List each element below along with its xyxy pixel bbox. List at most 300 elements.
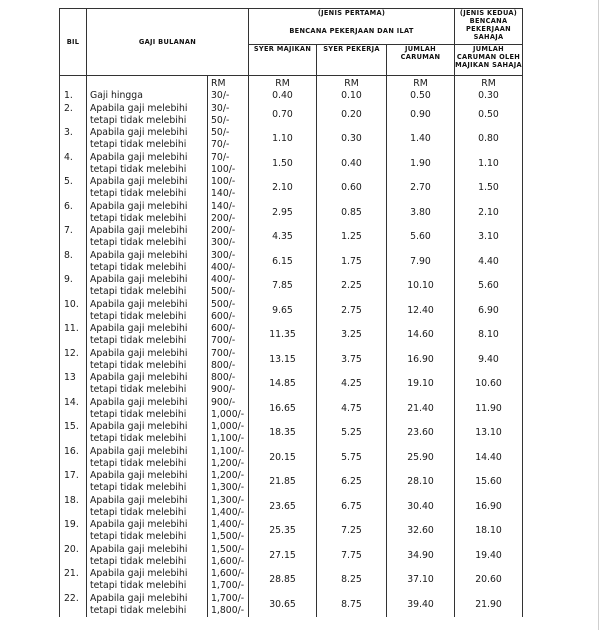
contribution-value: 1.25 [341, 231, 362, 243]
header-jumlah-majikan-l1: JUMLAH [473, 45, 504, 53]
contribution-value: 10.60 [475, 378, 502, 390]
employer-share-cell [249, 127, 317, 152]
row-number: 10. [64, 298, 79, 310]
salary-condition-line1: Apabila gaji melebihi [90, 176, 188, 187]
row-number: 2. [64, 102, 73, 114]
employer-share-cell [249, 76, 317, 103]
contribution-value: 8.10 [478, 329, 499, 341]
total-contribution-cell [387, 250, 455, 275]
employer-share-cell [249, 593, 317, 618]
bil-cell [60, 544, 87, 569]
contribution-value: 37.10 [407, 574, 434, 586]
salary-amount-from: 1,000/- [211, 421, 245, 432]
employer-only-contribution-cell [455, 568, 523, 593]
employee-share-cell [317, 470, 387, 495]
salary-amount-to: 1,400/- [211, 506, 245, 518]
salary-description-cell [87, 544, 208, 569]
employee-share-cell [317, 103, 387, 128]
contribution-value: 21.90 [475, 598, 502, 610]
total-contribution-cell [387, 397, 455, 422]
salary-condition-line2: tetapi tidak melebihi [90, 457, 187, 469]
total-contribution-cell [387, 176, 455, 201]
salary-amount-cell [208, 372, 249, 397]
salary-amount-cell [208, 274, 249, 299]
employee-share-cell [317, 348, 387, 373]
salary-amount-from: 140/- [211, 200, 236, 212]
salary-description-cell [87, 76, 208, 103]
bil-cell [60, 274, 87, 299]
total-contribution-cell [387, 446, 455, 471]
contribution-value: 32.60 [407, 525, 434, 537]
contribution-value: 34.90 [407, 549, 434, 561]
table-row [60, 593, 523, 618]
contribution-value: 0.90 [410, 108, 431, 120]
employee-share-cell [317, 446, 387, 471]
employer-only-contribution-cell [455, 470, 523, 495]
employer-share-cell [249, 323, 317, 348]
total-contribution-cell [387, 274, 455, 299]
contribution-value: 0.80 [478, 133, 499, 145]
contribution-value: 14.85 [269, 378, 296, 390]
salary-amount-cell [208, 568, 249, 593]
total-contribution-cell [387, 495, 455, 520]
salary-amount-to: 1,200/- [211, 457, 245, 469]
salary-amount-from: 400/- [211, 274, 236, 285]
employer-only-contribution-cell [455, 397, 523, 422]
employee-share-cell [317, 225, 387, 250]
header-bencana-label: BENCANA PEKERJAAN DAN ILAT [289, 27, 414, 35]
contribution-value: 5.60 [478, 280, 499, 292]
total-contribution-cell [387, 127, 455, 152]
employee-share-cell [317, 152, 387, 177]
salary-description-cell [87, 397, 208, 422]
table-row [60, 299, 523, 324]
salary-condition-line1: Apabila gaji melebihi [90, 102, 188, 114]
contribution-value: 28.85 [269, 574, 296, 586]
bil-cell [60, 446, 87, 471]
salary-amount-cell [208, 250, 249, 275]
salary-description-cell [87, 127, 208, 152]
salary-amount-cell [208, 421, 249, 446]
employer-only-contribution-cell [455, 176, 523, 201]
contribution-value: 3.75 [341, 353, 362, 365]
employer-share-cell [249, 470, 317, 495]
header-jumlah-majikan [455, 45, 523, 76]
currency-label: RM [481, 78, 496, 89]
employer-only-contribution-cell [455, 127, 523, 152]
employee-share-cell [317, 274, 387, 299]
row-number: 12. [64, 347, 79, 359]
salary-amount-cell [208, 397, 249, 422]
contribution-value: 0.50 [478, 108, 499, 120]
table-row [60, 568, 523, 593]
contribution-value: 2.10 [478, 206, 499, 218]
employee-share-cell [317, 323, 387, 348]
contribution-value: 18.10 [475, 525, 502, 537]
salary-amount-from: 30/- [211, 102, 230, 114]
table-body [60, 76, 523, 618]
employer-share-cell [249, 250, 317, 275]
total-contribution-cell [387, 225, 455, 250]
contribution-value: 0.85 [341, 206, 362, 218]
employee-share-cell [317, 250, 387, 275]
salary-amount-from: 50/- [211, 127, 230, 138]
salary-description-cell [87, 225, 208, 250]
total-contribution-cell [387, 201, 455, 226]
currency-label: RM [275, 78, 290, 89]
table-row [60, 544, 523, 569]
table-row [60, 372, 523, 397]
contribution-value: 21.85 [269, 476, 296, 488]
salary-description-cell [87, 323, 208, 348]
bil-cell [60, 323, 87, 348]
employer-only-contribution-cell [455, 495, 523, 520]
bil-cell [60, 348, 87, 373]
salary-description-cell [87, 470, 208, 495]
bil-cell [60, 127, 87, 152]
contribution-value: 8.25 [341, 574, 362, 586]
row-number: 5. [64, 176, 73, 187]
table-row [60, 176, 523, 201]
salary-amount-from: 1,400/- [211, 519, 245, 530]
contribution-value: 2.95 [272, 206, 293, 218]
table-row [60, 127, 523, 152]
bil-cell [60, 250, 87, 275]
bil-cell [60, 519, 87, 544]
salary-condition-line1: Apabila gaji melebihi [90, 200, 188, 212]
employer-share-cell [249, 544, 317, 569]
contribution-value: 9.40 [478, 353, 499, 365]
salary-condition-line1: Apabila gaji melebihi [90, 127, 188, 138]
salary-amount-to: 1,300/- [211, 482, 245, 493]
salary-amount-cell [208, 470, 249, 495]
employer-only-contribution-cell [455, 76, 523, 103]
salary-condition-line2: tetapi tidak melebihi [90, 482, 187, 493]
total-contribution-cell [387, 299, 455, 324]
salary-condition-line1: Apabila gaji melebihi [90, 519, 188, 530]
employee-share-cell [317, 568, 387, 593]
salary-amount-to: 200/- [211, 212, 236, 224]
bil-cell [60, 152, 87, 177]
employer-share-cell [249, 103, 317, 128]
salary-description-cell [87, 152, 208, 177]
contribution-value: 21.40 [407, 402, 434, 414]
row-number: 6. [64, 200, 73, 212]
contribution-value: 13.15 [269, 353, 296, 365]
contribution-value: 3.10 [478, 231, 499, 243]
salary-amount-cell [208, 201, 249, 226]
employer-only-contribution-cell [455, 593, 523, 618]
header-syer-pekerja: SYER PEKERJA [317, 45, 387, 76]
salary-amount-from: 1,300/- [211, 494, 245, 506]
contribution-value: 4.75 [341, 402, 362, 414]
header-jenis-pertama-label: (JENIS PERTAMA) [317, 9, 386, 17]
employer-share-cell [249, 201, 317, 226]
contribution-value: 25.35 [269, 525, 296, 537]
salary-amount-cell [208, 519, 249, 544]
total-contribution-cell [387, 519, 455, 544]
contribution-value: 2.70 [410, 182, 431, 194]
salary-condition-line2: tetapi tidak melebihi [90, 310, 187, 322]
header-jenis-kedua-l1: (JENIS KEDUA) [459, 9, 518, 17]
contribution-value: 6.75 [341, 500, 362, 512]
salary-amount-to: 800/- [211, 359, 236, 371]
employer-share-cell [249, 348, 317, 373]
header-jumlah-caruman [387, 45, 455, 76]
contribution-value: 9.65 [272, 304, 293, 316]
bil-cell [60, 421, 87, 446]
salary-condition-line1: Apabila gaji melebihi [90, 225, 188, 236]
contribution-value: 16.65 [269, 402, 296, 414]
contribution-value: 2.75 [341, 304, 362, 316]
salary-condition-line1: Apabila gaji melebihi [90, 396, 188, 408]
contribution-value: 0.60 [341, 182, 362, 194]
row-number: 14. [64, 396, 79, 408]
row-number: 7. [64, 225, 73, 236]
contribution-value: 5.60 [410, 231, 431, 243]
salary-amount-to: 1,000/- [211, 408, 245, 420]
header-gaji-bulanan: GAJI BULANAN [87, 9, 249, 76]
salary-condition-line1: Apabila gaji melebihi [90, 494, 188, 506]
contribution-value: 7.85 [272, 280, 293, 292]
contribution-value: 23.60 [407, 427, 434, 439]
employee-share-cell [317, 176, 387, 201]
contribution-value: 1.50 [478, 182, 499, 194]
header-jumlah-majikan-l2: CARUMAN OLEH [456, 53, 521, 61]
employer-only-contribution-cell [455, 323, 523, 348]
row-number: 22. [64, 592, 79, 604]
header-jumlah-l1: JUMLAH [405, 45, 436, 53]
salary-amount-to: 1,800/- [211, 604, 245, 616]
salary-condition-line2: tetapi tidak melebihi [90, 163, 187, 175]
contribution-value: 6.15 [272, 255, 293, 267]
bil-cell [60, 103, 87, 128]
employee-share-cell [317, 519, 387, 544]
currency-label: RM [413, 78, 428, 89]
employer-only-contribution-cell [455, 421, 523, 446]
salary-amount-cell [208, 103, 249, 128]
bil-cell [60, 568, 87, 593]
bil-cell [60, 225, 87, 250]
salary-description-cell [87, 250, 208, 275]
employer-only-contribution-cell [455, 103, 523, 128]
contribution-value: 39.40 [407, 598, 434, 610]
employee-share-cell [317, 127, 387, 152]
table-row [60, 323, 523, 348]
table-row [60, 470, 523, 495]
row-number: 18. [64, 494, 79, 506]
table-row [60, 250, 523, 275]
employee-share-cell [317, 495, 387, 520]
contribution-value: 11.90 [475, 402, 502, 414]
contribution-value: 15.60 [475, 476, 502, 488]
salary-description-cell [87, 593, 208, 618]
salary-description-cell [87, 274, 208, 299]
employer-share-cell [249, 176, 317, 201]
salary-description-cell [87, 421, 208, 446]
salary-amount-cell [208, 127, 249, 152]
employer-share-cell [249, 274, 317, 299]
bil-cell [60, 299, 87, 324]
total-contribution-cell [387, 544, 455, 569]
salary-description-cell [87, 519, 208, 544]
table-row [60, 421, 523, 446]
salary-condition-line1: Apabila gaji melebihi [90, 249, 188, 261]
header-jenis-kedua [455, 9, 523, 45]
row-number: 4. [64, 151, 73, 163]
salary-condition-line1: Apabila gaji melebihi [90, 372, 188, 383]
salary-condition-line2: tetapi tidak melebihi [90, 433, 187, 444]
salary-condition-line1: Apabila gaji melebihi [90, 421, 188, 432]
salary-condition-line1: Apabila gaji melebihi [90, 592, 188, 604]
bil-cell [60, 495, 87, 520]
contribution-value: 20.15 [269, 451, 296, 463]
employer-only-contribution-cell [455, 201, 523, 226]
employer-share-cell [249, 568, 317, 593]
row-number: 16. [64, 445, 79, 457]
employer-share-cell [249, 299, 317, 324]
total-contribution-cell [387, 470, 455, 495]
contribution-value: 0.70 [272, 108, 293, 120]
contribution-value: 2.25 [341, 280, 362, 292]
total-contribution-cell [387, 593, 455, 618]
contribution-value: 0.40 [341, 157, 362, 169]
table-row [60, 397, 523, 422]
table-row [60, 76, 523, 103]
contribution-value: 0.30 [478, 90, 499, 101]
salary-amount-cell [208, 299, 249, 324]
employee-share-cell [317, 544, 387, 569]
salary-condition-line2: tetapi tidak melebihi [90, 604, 187, 616]
employee-share-cell [317, 299, 387, 324]
contribution-value: 5.25 [341, 427, 362, 439]
salary-description-cell [87, 568, 208, 593]
row-number: 20. [64, 543, 79, 555]
bil-cell [60, 372, 87, 397]
salary-amount-to: 300/- [211, 237, 236, 248]
salary-condition-line2: tetapi tidak melebihi [90, 139, 187, 150]
total-contribution-cell [387, 568, 455, 593]
row-number: 21. [64, 568, 79, 579]
contribution-value: 6.25 [341, 476, 362, 488]
table-row [60, 274, 523, 299]
salary-condition-line2: tetapi tidak melebihi [90, 261, 187, 273]
salary-amount-to: 500/- [211, 286, 236, 297]
employer-only-contribution-cell [455, 299, 523, 324]
employer-only-contribution-cell [455, 348, 523, 373]
employer-only-contribution-cell [455, 250, 523, 275]
header-jenis-kedua-l4: SAHAJA [473, 33, 504, 41]
header-jumlah-majikan-l3: MAJIKAN SAHAJA [455, 61, 522, 69]
contribution-value: 4.35 [272, 231, 293, 243]
salary-amount-from: 300/- [211, 249, 236, 261]
bil-cell [60, 397, 87, 422]
table-row [60, 446, 523, 471]
salary-amount-to: 50/- [211, 114, 230, 126]
employee-share-cell [317, 593, 387, 618]
employer-only-contribution-cell [455, 544, 523, 569]
employer-only-contribution-cell [455, 152, 523, 177]
contribution-value: 3.80 [410, 206, 431, 218]
salary-amount-cell [208, 446, 249, 471]
salary-amount-from: 700/- [211, 347, 236, 359]
contribution-value: 5.75 [341, 451, 362, 463]
contribution-value: 1.10 [272, 133, 293, 145]
salary-amount-cell [208, 76, 249, 103]
salary-condition-line1: Apabila gaji melebihi [90, 347, 188, 359]
employee-share-cell [317, 397, 387, 422]
employer-share-cell [249, 152, 317, 177]
contribution-value: 0.20 [341, 108, 362, 120]
contribution-table [59, 8, 523, 617]
salary-amount-to: 1,500/- [211, 531, 245, 542]
contribution-value: 16.90 [475, 500, 502, 512]
contribution-value: 4.25 [341, 378, 362, 390]
contribution-value: 30.40 [407, 500, 434, 512]
salary-description-cell [87, 446, 208, 471]
salary-amount-cell [208, 544, 249, 569]
salary-description-cell [87, 495, 208, 520]
salary-amount-cell [208, 225, 249, 250]
contribution-value: 0.10 [341, 90, 362, 101]
bil-cell [60, 176, 87, 201]
row-number: 15. [64, 421, 79, 432]
salary-amount-cell [208, 176, 249, 201]
contribution-value: 27.15 [269, 549, 296, 561]
salary-condition-line1: Apabila gaji melebihi [90, 470, 188, 481]
bil-cell [60, 593, 87, 618]
total-contribution-cell [387, 372, 455, 397]
salary-condition-line2: tetapi tidak melebihi [90, 359, 187, 371]
employer-share-cell [249, 495, 317, 520]
employer-only-contribution-cell [455, 519, 523, 544]
total-contribution-cell [387, 348, 455, 373]
header-syer-majikan: SYER MAJIKAN [249, 45, 317, 76]
header-jenis-pertama [249, 9, 455, 45]
contribution-value: 4.40 [478, 255, 499, 267]
total-contribution-cell [387, 152, 455, 177]
contribution-value: 7.25 [341, 525, 362, 537]
contribution-value: 6.90 [478, 304, 499, 316]
salary-condition-line2: tetapi tidak melebihi [90, 286, 187, 297]
total-contribution-cell [387, 421, 455, 446]
salary-condition-line2: tetapi tidak melebihi [90, 384, 187, 395]
salary-amount-from: 500/- [211, 298, 236, 310]
contribution-value: 14.40 [475, 451, 502, 463]
contribution-value: 1.75 [341, 255, 362, 267]
contribution-value: 14.60 [407, 329, 434, 341]
currency-label: RM [211, 78, 226, 89]
salary-amount-to: 900/- [211, 384, 236, 395]
contribution-value: 7.90 [410, 255, 431, 267]
salary-amount-from: 800/- [211, 372, 236, 383]
salary-description-cell [87, 176, 208, 201]
table-row [60, 103, 523, 128]
page-edge [598, 0, 599, 630]
row-number: 8. [64, 249, 73, 261]
employee-share-cell [317, 201, 387, 226]
employee-share-cell [317, 76, 387, 103]
contribution-value: 13.10 [475, 427, 502, 439]
salary-condition-line1: Gaji hingga [90, 90, 143, 101]
employer-share-cell [249, 397, 317, 422]
contribution-value: 10.10 [407, 280, 434, 292]
contribution-value: 1.90 [410, 157, 431, 169]
table-row [60, 519, 523, 544]
contribution-value: 20.60 [475, 574, 502, 586]
header-row-top [60, 9, 523, 45]
table-row [60, 152, 523, 177]
